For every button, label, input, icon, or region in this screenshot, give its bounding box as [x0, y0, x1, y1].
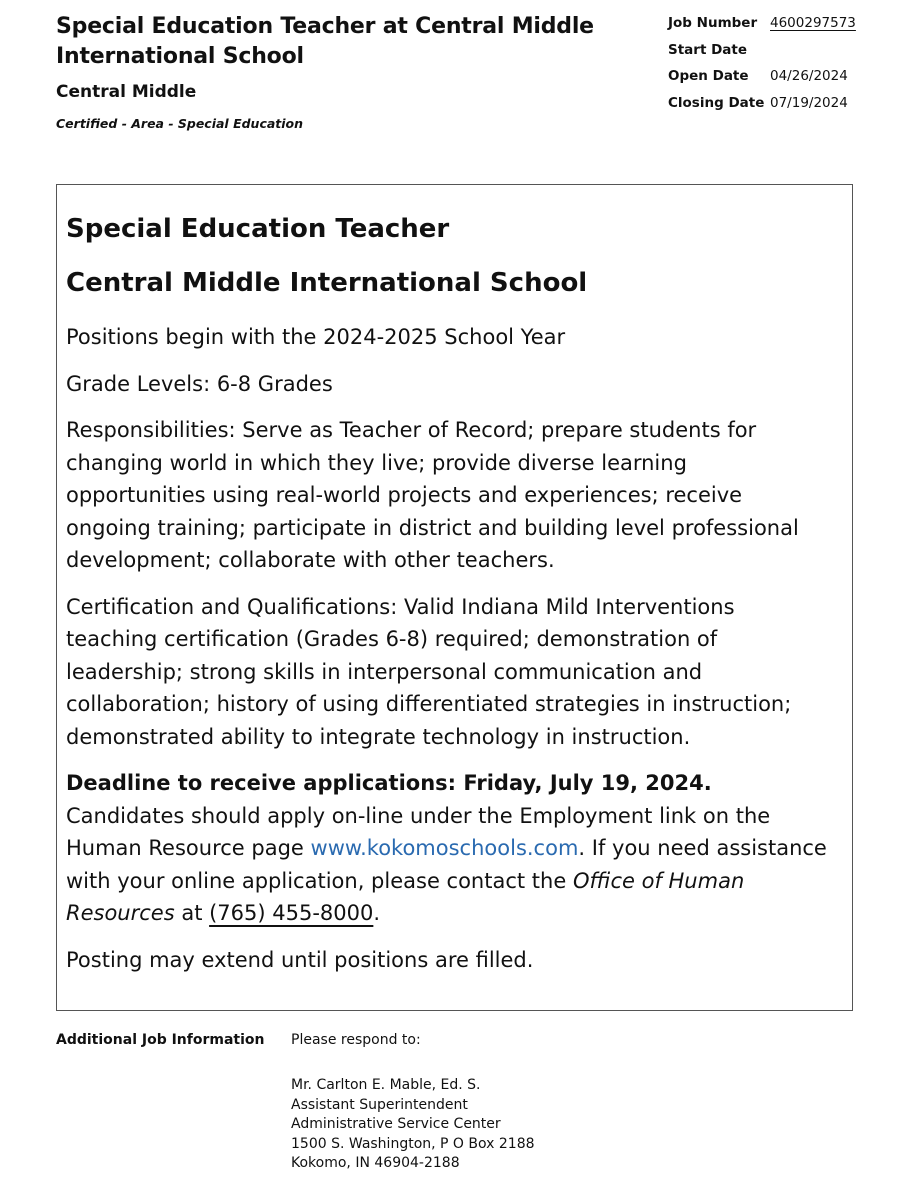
posting-box — [56, 184, 853, 1011]
grade-levels-text: Grade Levels: 6-8 Grades — [66, 371, 333, 396]
job-meta — [668, 10, 908, 116]
deadline-text-1: Candidates should apply on-line under the Employment link on the Human Resource page — [66, 803, 771, 860]
deadline-text-4: . — [373, 901, 381, 925]
start-date-row — [668, 37, 908, 64]
additional-info-label: Additional Job Information — [56, 1032, 265, 1048]
respond-to-text: Please respond to: — [291, 1032, 421, 1048]
positions-begin-text: Positions begin with the 2024-2025 School Year — [66, 325, 566, 349]
job-number-row — [668, 10, 908, 37]
posting-heading: Special Education Teacher — [66, 214, 450, 244]
job-title: Special Education Teacher at Central Middle International School — [56, 14, 594, 69]
school-name: Central Middle — [56, 82, 197, 102]
job-header — [56, 12, 616, 131]
address-line: Mr. Carlton E. Mable, Ed. S. — [291, 1077, 481, 1093]
address-line: Administrative Service Center — [291, 1116, 501, 1132]
start-date-label: Start Date — [668, 41, 748, 58]
certification-text: Certification and Qualifications: Valid Indiana Mild Interventions teaching certification (Grades 6-8) required; demonstration of leadership; strong skills in interpersonal communication and collaboration; history of using differentiated strategies in instruction; demonstrated ability to integrate technology in instruction. — [66, 594, 792, 749]
open-date-value: 04/26/2024 — [770, 68, 848, 85]
contact-address — [291, 1076, 535, 1174]
closing-date-label: Closing Date — [668, 94, 765, 111]
job-number-link[interactable]: 4600297573 — [770, 15, 856, 32]
address-line: 1500 S. Washington, P O Box 2188 — [291, 1135, 535, 1152]
closing-date-row — [668, 90, 908, 117]
address-line: Kokomo, IN 46904-2188 — [291, 1155, 460, 1171]
responsibilities-text: Responsibilities: Serve as Teacher of Record; prepare students for changing world in which they live; provide diverse learning opportunities using real-world projects and experiences; receive ongoing training; participate in district and building level professional development; collaborate with other teachers. — [66, 418, 799, 572]
job-number-label: Job Number — [668, 15, 758, 32]
deadline-text-3: at — [174, 901, 210, 925]
deadline-paragraph — [66, 767, 832, 930]
posting-note: Posting may extend until positions are filled. — [66, 947, 534, 972]
deadline-text-2: . If you need assistance with your online application, please contact the — [66, 836, 827, 893]
closing-date-value: 07/19/2024 — [770, 94, 848, 111]
office-name: Office of Human Resources — [66, 868, 745, 925]
open-date-row — [668, 63, 908, 90]
deadline-bold: Deadline to receive applications: Friday, July 19, 2024. — [66, 771, 712, 795]
open-date-label: Open Date — [668, 68, 749, 85]
phone-link[interactable]: (765) 455-8000 — [209, 901, 374, 925]
address-line: Assistant Superintendent — [291, 1096, 468, 1113]
website-link[interactable]: www.kokomoschools.com — [310, 836, 579, 860]
posting-subheading: Central Middle International School — [66, 268, 588, 298]
job-category: Certified - Area - Special Education — [56, 116, 304, 131]
